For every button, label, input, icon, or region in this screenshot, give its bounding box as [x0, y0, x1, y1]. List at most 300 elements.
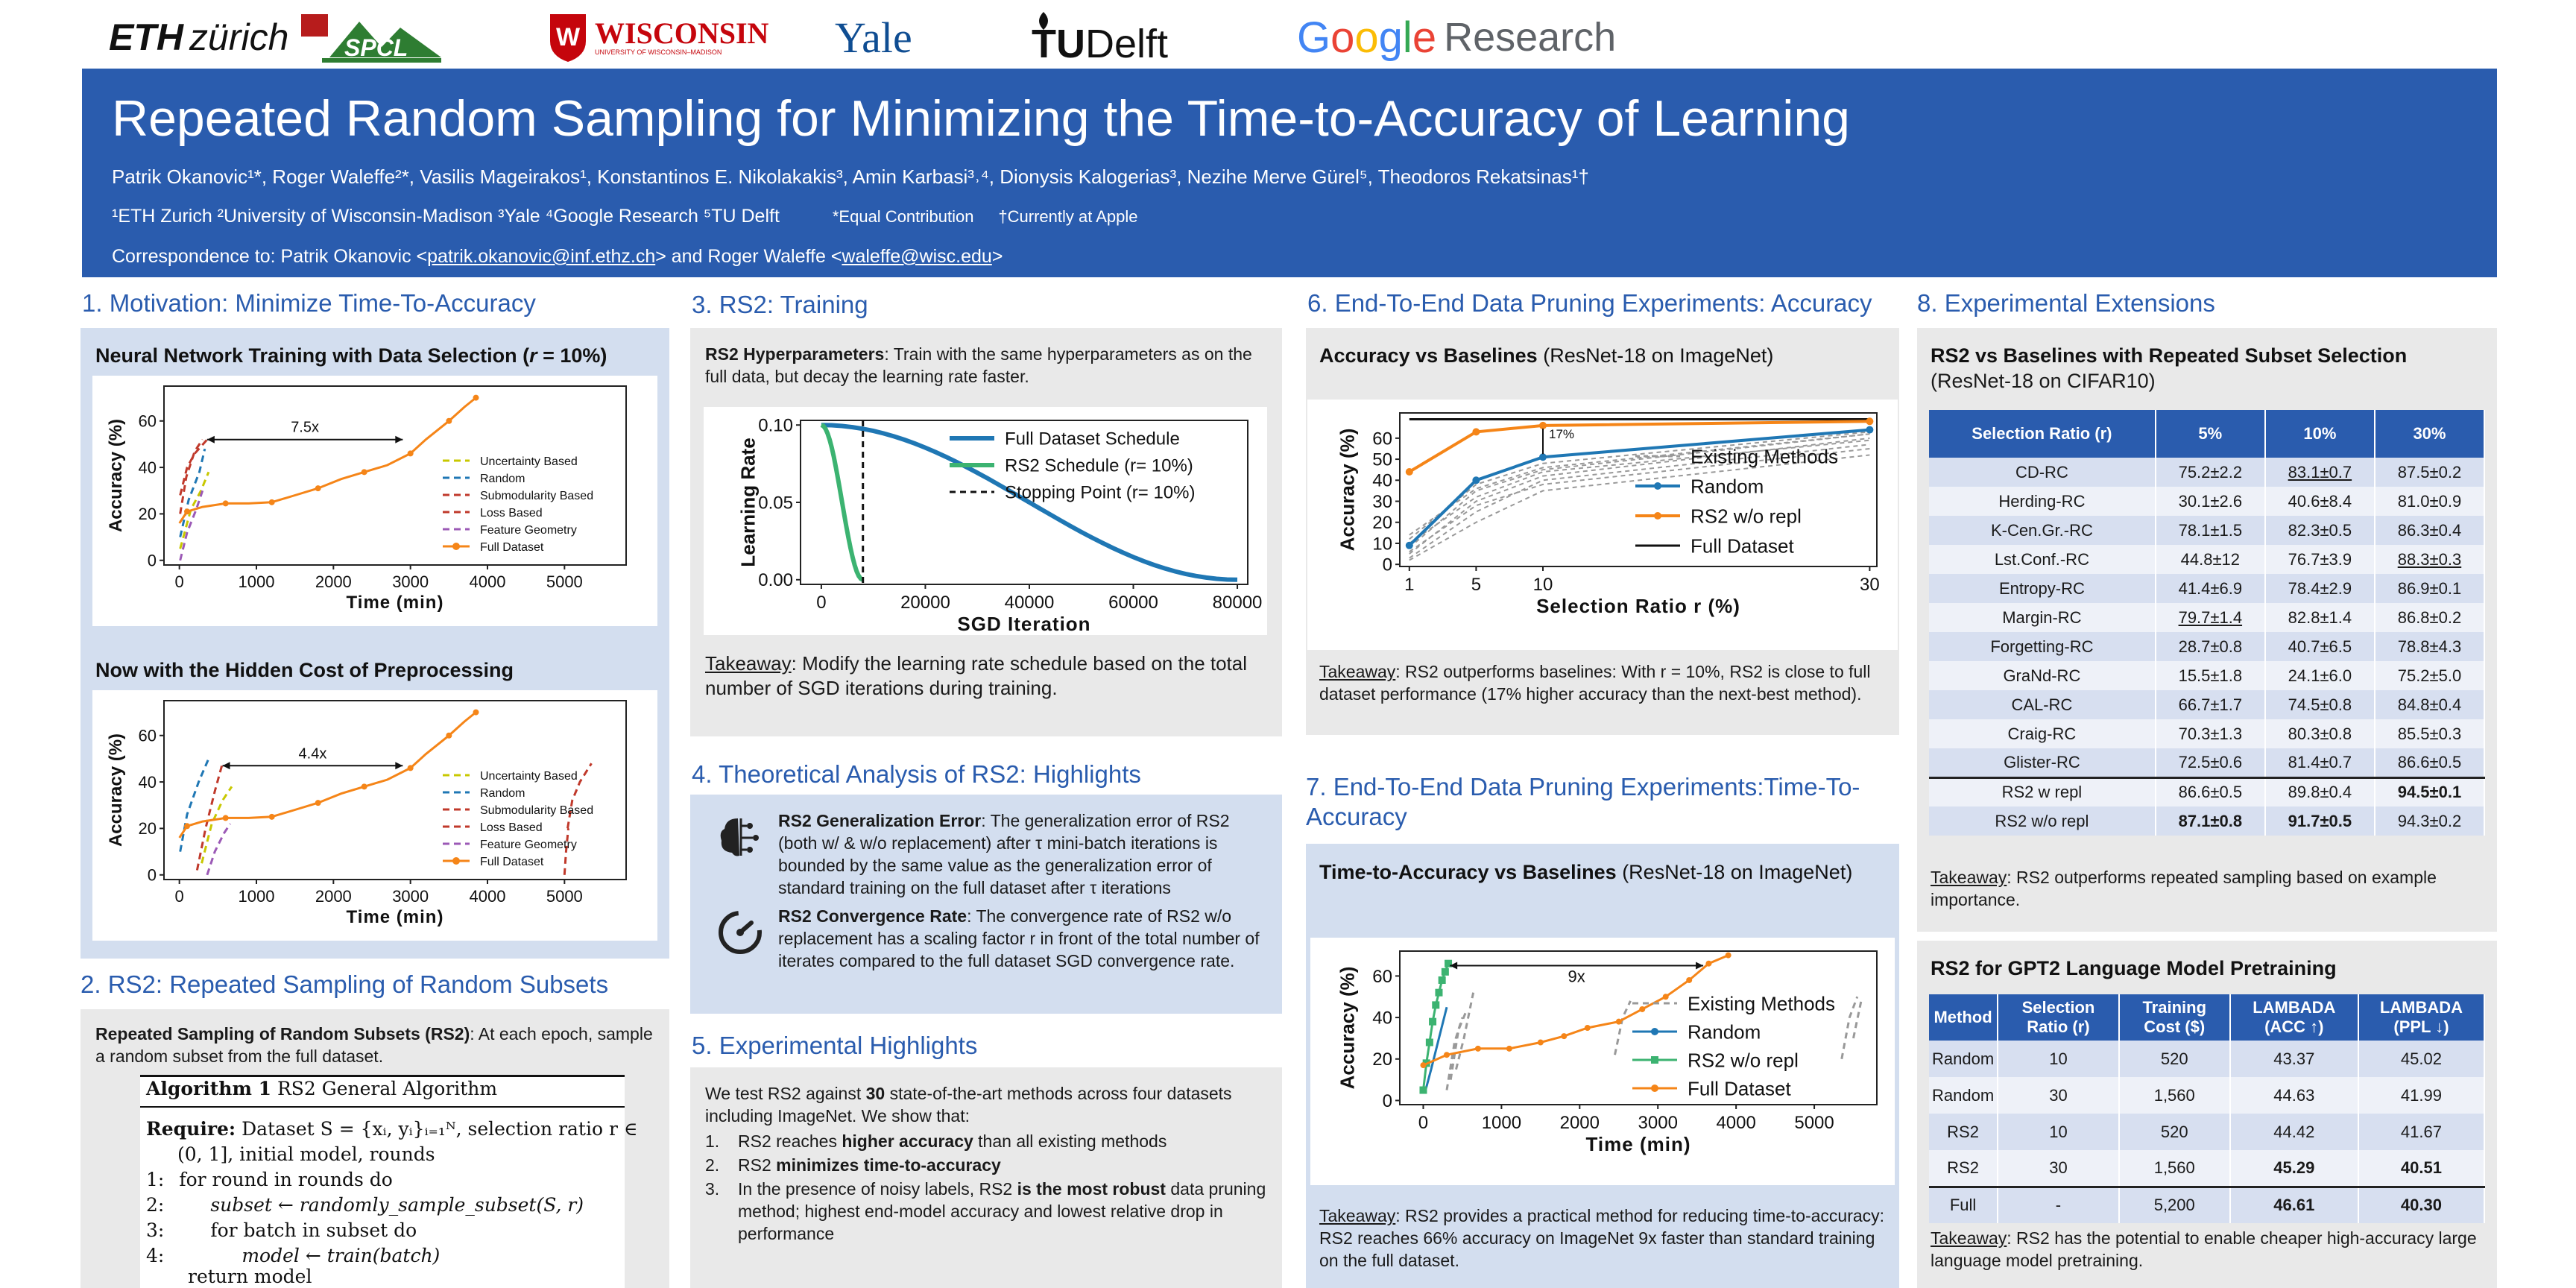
- email-link-waleffe[interactable]: waleffe@wisc.edu: [842, 246, 992, 267]
- y-tick-label: 0: [147, 551, 157, 570]
- table-cell: 44.42: [2230, 1114, 2358, 1150]
- table-row: [1929, 1041, 2484, 1077]
- section-8-title: 8. Experimental Extensions: [1917, 289, 2215, 317]
- table1-title: RS2 vs Baselines with Repeated Subset Selection: [1931, 344, 2408, 367]
- table-cell: Forgetting-RC: [1929, 632, 2156, 661]
- logo-bar: [82, 0, 2497, 69]
- legend-label: Random: [480, 786, 525, 800]
- table-cell: 10: [1998, 1114, 2119, 1150]
- plot-frame: [1400, 951, 1877, 1105]
- x-tick-label: 5000: [546, 572, 583, 591]
- chart-tta-data-selection: [92, 376, 657, 626]
- table-cell: 81.4±0.7: [2265, 748, 2375, 777]
- legend-marker: [1651, 1028, 1658, 1035]
- google-letter: e: [1412, 13, 1437, 62]
- table-cell: Entropy-RC: [1929, 574, 2156, 603]
- table-cell: GraNd-RC: [1929, 661, 2156, 690]
- legend-label: Full Dataset Schedule: [1005, 429, 1180, 449]
- chart-tta-imagenet: [1310, 938, 1895, 1185]
- table-cell: 75.2±5.0: [2375, 661, 2484, 690]
- chart5-svg: [1310, 938, 1895, 1185]
- wisconsin-crest-icon: [547, 11, 589, 63]
- legend-marker: [1654, 482, 1661, 490]
- full-dataset-point: [1561, 1033, 1567, 1039]
- tudelft-tu-text: TU: [1032, 22, 1085, 66]
- x-tick-label: 30: [1860, 575, 1880, 595]
- table-cell: Herding-RC: [1929, 487, 2156, 516]
- full-dataset-point: [1705, 961, 1711, 967]
- full-dataset-point: [446, 733, 452, 739]
- table-cell: 83.1±0.7: [2265, 458, 2375, 487]
- baseline-curve: [207, 824, 230, 875]
- x-axis-label: Time (min): [346, 907, 444, 927]
- table-cell: Margin-RC: [1929, 603, 2156, 632]
- section-1-title: 1. Motivation: Minimize Time-To-Accuracy: [82, 289, 536, 317]
- x-tick-label: 1000: [238, 572, 275, 591]
- annotation-label: 7.5x: [291, 419, 320, 436]
- y-tick-label: 60: [1372, 966, 1392, 987]
- rs2-point: [1439, 976, 1446, 984]
- table-cell: 1,560: [2119, 1077, 2230, 1114]
- section-5-title: 5. Experimental Highlights: [692, 1032, 978, 1059]
- table-cell: 44.63: [2230, 1077, 2358, 1114]
- full-dataset-point: [315, 800, 321, 806]
- table-row: [1929, 603, 2484, 632]
- legend-label: Submodularity Based: [480, 804, 594, 817]
- table-cell: 87.5±0.2: [2375, 458, 2484, 487]
- chart-accuracy-vs-ratio: [1307, 400, 1898, 650]
- table-cell: 86.3±0.4: [2375, 516, 2484, 545]
- highlights-panel: [690, 1067, 1282, 1288]
- table-cell: 86.6±0.5: [2156, 777, 2265, 806]
- section-3-title: 3. RS2: Training: [692, 291, 868, 318]
- highlight-item-2: 2. RS2 minimizes time-to-accuracy: [705, 1155, 1001, 1175]
- legend-label: Full Dataset: [1688, 1077, 1791, 1100]
- table-cell: 520: [2119, 1041, 2230, 1077]
- table-cell: 46.61: [2230, 1187, 2358, 1223]
- full-dataset-point: [362, 783, 367, 789]
- table1-takeaway: Takeaway: RS2 outperforms repeated sampling based on example importance.: [1931, 868, 2437, 909]
- legend-label: RS2 Schedule (r= 10%): [1005, 455, 1193, 476]
- full-dataset-point: [1538, 1039, 1544, 1045]
- table-row: [1929, 516, 2484, 545]
- table-row: [1929, 777, 2484, 806]
- legend-label: Feature Geometry: [480, 523, 577, 537]
- legend-label: Random: [1688, 1020, 1761, 1044]
- column-header: Selection Ratio (r): [1998, 994, 2119, 1041]
- x-tick-label: 2000: [1559, 1113, 1600, 1133]
- x-tick-label: 1000: [238, 887, 275, 906]
- table2-takeaway: Takeaway: RS2 has the potential to enable cheaper high-accuracy large language model pretraining.: [1931, 1228, 2477, 1270]
- legend-label: RS2 w/o repl: [1690, 505, 1802, 528]
- y-axis-label: Accuracy (%): [1336, 966, 1359, 1090]
- full-dataset-point: [473, 710, 479, 716]
- x-tick-label: 10: [1532, 575, 1553, 595]
- random-point: [1539, 453, 1547, 461]
- table-row: [1929, 1114, 2484, 1150]
- x-tick-label: 5000: [1794, 1113, 1834, 1133]
- table-cell: -: [1998, 1187, 2119, 1223]
- table-cell: 41.99: [2358, 1077, 2484, 1114]
- x-tick-label: 4000: [469, 887, 506, 906]
- table-cell: 70.3±1.3: [2156, 719, 2265, 748]
- x-tick-label: 2000: [315, 887, 352, 906]
- table-header-row: [1929, 410, 2484, 458]
- highlights-intro: We test RS2 against 30 state-of-the-art methods across four datasets including ImageNet. We show that:: [705, 1084, 1232, 1126]
- column-header: LAMBADA (PPL ↓): [2358, 994, 2484, 1041]
- eth-logo: [109, 10, 288, 64]
- y-tick-label: 40: [1372, 1008, 1392, 1029]
- rs2-panel: [80, 1009, 669, 1288]
- x-axis-label: Time (min): [1585, 1133, 1691, 1155]
- table-row: [1929, 661, 2484, 690]
- column-header: Selection Ratio (r): [1929, 410, 2156, 458]
- table-cell: 30: [1998, 1150, 2119, 1187]
- legend-marker: [452, 857, 460, 865]
- table-cell: 94.5±0.1: [2375, 777, 2484, 806]
- google-logo-text: [1297, 13, 1436, 63]
- svg-text:W: W: [555, 23, 581, 51]
- convergence-gauge-icon: [716, 908, 765, 957]
- table-cell: 66.7±1.7: [2156, 690, 2265, 719]
- existing-method-curve: [1456, 993, 1474, 1070]
- x-tick-label: 0: [816, 593, 827, 613]
- rs2-point: [1432, 1001, 1439, 1008]
- table-row: [1929, 487, 2484, 516]
- yale-logo: [835, 10, 912, 64]
- table-cell: 75.2±2.2: [2156, 458, 2265, 487]
- legend-label: Full Dataset: [480, 855, 544, 868]
- rs2-point: [1406, 468, 1413, 476]
- table-cell: 45.02: [2358, 1041, 2484, 1077]
- y-tick-label: 40: [138, 458, 157, 477]
- y-tick-label: 50: [1372, 449, 1392, 470]
- table-cell: 91.7±0.5: [2265, 806, 2375, 836]
- column-header: Method: [1929, 994, 1998, 1041]
- table-cell: 76.7±3.9: [2265, 545, 2375, 574]
- chart3-svg: [704, 407, 1267, 635]
- extensions-panel-1: [1917, 328, 2497, 932]
- section-6-title: 6. End-To-End Data Pruning Experiments: Accuracy: [1307, 289, 1872, 317]
- y-tick-label: 40: [1372, 470, 1392, 491]
- table-cell: RS2 w repl: [1929, 777, 2156, 806]
- table-row: [1929, 1077, 2484, 1114]
- table-cell: 82.8±1.4: [2265, 603, 2375, 632]
- table-row: [1929, 458, 2484, 487]
- full-dataset-point: [1616, 1019, 1622, 1025]
- table-cell: 78.8±4.3: [2375, 632, 2484, 661]
- legend-label: Full Dataset: [480, 540, 544, 554]
- highlight-item-1: 1. RS2 reaches higher accuracy than all existing methods: [705, 1131, 1167, 1151]
- full-dataset-point: [223, 815, 229, 821]
- eth-zurich-text: zürich: [189, 16, 289, 58]
- table-cell: RS2: [1929, 1114, 1998, 1150]
- google-letter: o: [1354, 13, 1379, 62]
- equal-contribution-note: *Equal Contribution: [832, 207, 974, 226]
- wisconsin-logo-subtext: UNIVERSITY OF WISCONSIN–MADISON: [595, 48, 722, 56]
- accuracy-panel-title: Accuracy vs Baselines (ResNet-18 on ImageNet): [1319, 344, 1774, 367]
- full-dataset-point: [473, 395, 479, 401]
- accuracy-takeaway: Takeaway: RS2 outperforms baselines: With r = 10%, RS2 is close to full dataset performance (17% higher accuracy than the next-best method).: [1319, 662, 1871, 704]
- random-point: [1866, 426, 1873, 434]
- full-dataset-point: [362, 469, 367, 475]
- full-dataset-point: [1444, 1052, 1450, 1058]
- table-cell: 30.1±2.6: [2156, 487, 2265, 516]
- legend-label: Full Dataset: [1690, 534, 1794, 558]
- x-tick-label: 60000: [1108, 593, 1158, 613]
- corr-prefix: Correspondence to: Patrik Okanovic <: [112, 246, 428, 267]
- chart1-svg: [92, 376, 657, 626]
- time-to-accuracy-panel: [1306, 844, 1899, 1288]
- table-cell: 74.5±0.8: [2265, 690, 2375, 719]
- x-tick-label: 20000: [900, 593, 950, 613]
- y-tick-label: 60: [138, 411, 157, 431]
- wisconsin-logo-text: WISCONSIN: [595, 16, 769, 50]
- x-tick-label: 2000: [315, 572, 352, 591]
- convergence-rate-text: RS2 Convergence Rate: The convergence rate of RS2 w/o replacement has a scaling factor r in front of the total number of iterates compared to the full dataset SGD convergence rate.: [778, 906, 1260, 970]
- plot-frame: [164, 701, 626, 880]
- table-cell: 84.8±0.4: [2375, 690, 2484, 719]
- author-list: Patrik Okanovic¹*, Roger Waleffe²*, Vasilis Mageirakos¹, Konstantinos E. Nikolakakis³, Amin Karbasi³˒⁴, Dionysis Kalogerias³, Nezihe Merve Gürel⁵, Theodoros Rekatsinas¹†: [112, 165, 1589, 188]
- table-cell: 86.6±0.5: [2375, 748, 2484, 777]
- y-tick-label: 10: [1372, 534, 1392, 555]
- table-row: [1929, 1187, 2484, 1223]
- table-cell: 30: [1998, 1077, 2119, 1114]
- full-dataset-point: [1420, 1062, 1426, 1068]
- x-tick-label: 1: [1404, 575, 1415, 595]
- full-dataset-point: [446, 418, 452, 424]
- accuracy-panel: [1306, 328, 1899, 735]
- table-cell: 81.0±0.9: [2375, 487, 2484, 516]
- table2-title: RS2 for GPT2 Language Model Pretraining: [1931, 957, 2337, 979]
- baseline-curve: [564, 828, 568, 874]
- full-dataset-point: [408, 450, 414, 456]
- table-cell: 86.8±0.2: [2375, 603, 2484, 632]
- baseline-curve: [180, 759, 209, 852]
- x-tick-label: 3000: [1638, 1113, 1678, 1133]
- x-tick-label: 4000: [1716, 1113, 1756, 1133]
- baseline-curve: [197, 763, 222, 870]
- poster-title: Repeated Random Sampling for Minimizing the Time-to-Accuracy of Learning: [112, 90, 1850, 147]
- rs2-point: [1539, 422, 1547, 429]
- random-point: [1472, 476, 1480, 484]
- eth-logo-text: ETH: [109, 16, 183, 58]
- y-axis-label: Learning Rate: [736, 438, 760, 567]
- table-cell: 78.4±2.9: [2265, 574, 2375, 603]
- y-tick-label: 30: [1372, 491, 1392, 512]
- legend-label: Random: [1690, 475, 1764, 498]
- table-row: [1929, 806, 2484, 836]
- brain-icon: [716, 812, 765, 862]
- legend-label: Uncertainty Based: [480, 455, 578, 468]
- table-cell: 45.29: [2230, 1150, 2358, 1187]
- spcl-logo: [300, 10, 449, 64]
- y-axis-label: Accuracy (%): [106, 733, 127, 847]
- corr-mid: > and Roger Waleffe <: [655, 246, 842, 267]
- x-axis-label: SGD Iteration: [957, 613, 1091, 635]
- column-header: 5%: [2156, 410, 2265, 458]
- x-tick-label: 40000: [1004, 593, 1055, 613]
- annotation-label: 9x: [1568, 967, 1585, 986]
- table-row: [1929, 1150, 2484, 1187]
- panel-title-data-selection: Neural Network Training with Data Selection (r = 10%): [95, 344, 607, 367]
- full-dataset-point: [315, 485, 321, 491]
- legend-marker: [1654, 512, 1661, 520]
- full-dataset-point: [269, 499, 275, 505]
- panel-title-preprocessing: Now with the Hidden Cost of Preprocessing: [95, 659, 514, 681]
- x-tick-label: 5: [1471, 575, 1482, 595]
- annotation-label: 4.4x: [298, 745, 327, 763]
- table-cell: 15.5±1.8: [2156, 661, 2265, 690]
- legend-label: Stopping Point (r= 10%): [1005, 482, 1196, 503]
- table-cell: 94.3±0.2: [2375, 806, 2484, 836]
- rs2-point: [1866, 417, 1873, 425]
- table-row: [1929, 632, 2484, 661]
- algorithm-box: Algorithm 1 RS2 General Algorithm Require: Dataset S = {xᵢ, yᵢ}ᵢ₌₁ᴺ, selection ratio r ∈ (0, 1], initial model, rounds 1: for round in rounds do 2: subset ← randomly_sample_subset(S, r) 3: for batch in subset do 4: model ← train(batch) return model: [140, 1075, 625, 1288]
- correspondence: [112, 246, 1003, 268]
- y-tick-label: 0: [147, 865, 157, 885]
- legend-label: Submodularity Based: [480, 489, 594, 502]
- x-tick-label: 3000: [392, 887, 429, 906]
- chart-learning-rate: [704, 407, 1267, 635]
- full-dataset-point: [1475, 1046, 1481, 1052]
- table-row: [1929, 748, 2484, 777]
- table-cell: Craig-RC: [1929, 719, 2156, 748]
- apple-note: †Currently at Apple: [998, 207, 1138, 226]
- table-row: [1929, 545, 2484, 574]
- legend-label: Random: [480, 472, 525, 485]
- table-cell: 88.3±0.3: [2375, 545, 2484, 574]
- affiliations: [112, 206, 1138, 227]
- plot-frame: [164, 386, 626, 565]
- hyperparameters-text: RS2 Hyperparameters: Train with the same hyperparameters as on the full data, but decay the learning rate faster.: [705, 344, 1252, 386]
- y-tick-label: 20: [138, 819, 157, 839]
- legend-marker: [1651, 1085, 1658, 1092]
- wisconsin-logo: [547, 10, 768, 64]
- y-axis-label: Accuracy (%): [1336, 428, 1359, 552]
- table-cell: 1,560: [2119, 1150, 2230, 1187]
- y-tick-label: 0.10: [758, 415, 793, 436]
- motivation-panel: [80, 328, 669, 959]
- y-tick-label: 60: [1372, 429, 1392, 449]
- table-cell: Glister-RC: [1929, 748, 2156, 777]
- table-cell: 86.9±0.1: [2375, 574, 2484, 603]
- table-cell: CAL-RC: [1929, 690, 2156, 719]
- random-point: [1406, 542, 1413, 549]
- table-cell: K-Cen.Gr.-RC: [1929, 516, 2156, 545]
- table-cell: 40.6±8.4: [2265, 487, 2375, 516]
- training-takeaway: Takeaway: Modify the learning rate schedule based on the total number of SGD iterations during training.: [705, 652, 1248, 699]
- table-cell: Random: [1929, 1077, 1998, 1114]
- legend-label: Uncertainty Based: [480, 769, 578, 783]
- google-research-text: Research: [1444, 15, 1617, 60]
- column-header: LAMBADA (ACC ↑): [2230, 994, 2358, 1041]
- y-tick-label: 20: [138, 505, 157, 524]
- x-tick-label: 0: [174, 887, 184, 906]
- table-row: [1929, 690, 2484, 719]
- theory-panel: [690, 795, 1282, 1014]
- table-cell: 40.30: [2358, 1187, 2484, 1223]
- rs2-training-panel: [690, 328, 1282, 736]
- y-tick-label: 0: [1382, 555, 1392, 575]
- table-cell: 72.5±0.6: [2156, 748, 2265, 777]
- table-cell: 41.4±6.9: [2156, 574, 2265, 603]
- legend-label: Loss Based: [480, 506, 543, 520]
- legend-marker: [1651, 1056, 1658, 1064]
- full-dataset-point: [223, 500, 229, 506]
- table-row: [1929, 719, 2484, 748]
- legend-marker: [452, 543, 460, 550]
- table-cell: 89.8±0.4: [2265, 777, 2375, 806]
- table-cell: 78.1±1.5: [2156, 516, 2265, 545]
- full-dataset-point: [1639, 1006, 1645, 1012]
- section-7-title: 7. End-To-End Data Pruning Experiments:Time-To-Accuracy: [1306, 773, 1860, 830]
- table-gpt2: [1929, 994, 2485, 1223]
- rs2-point: [1435, 989, 1442, 997]
- full-dataset-point: [1663, 994, 1669, 1000]
- yale-logo-text: Yale: [835, 13, 912, 62]
- y-tick-label: 40: [138, 772, 157, 792]
- x-tick-label: 0: [1418, 1113, 1429, 1133]
- legend-label: Feature Geometry: [480, 838, 577, 851]
- column-header: Training Cost ($): [2119, 994, 2230, 1041]
- legend-label: Existing Methods: [1690, 445, 1838, 468]
- table-cell: 85.5±0.3: [2375, 719, 2484, 748]
- table-cell: 41.67: [2358, 1114, 2484, 1150]
- chart4-svg: [1307, 400, 1898, 650]
- table-cell: Full: [1929, 1187, 1998, 1223]
- full-dataset-point: [1686, 977, 1692, 983]
- tudelft-delft-text: Delft: [1085, 22, 1169, 66]
- rs2-point: [1429, 1018, 1436, 1026]
- y-tick-label: 20: [1372, 513, 1392, 534]
- spcl-logo-text: SPCL: [344, 34, 408, 61]
- table-cell: 82.3±0.5: [2265, 516, 2375, 545]
- column-header: 30%: [2375, 410, 2484, 458]
- table-cell: 87.1±0.8: [2156, 806, 2265, 836]
- x-tick-label: 1000: [1481, 1113, 1522, 1133]
- x-tick-label: 3000: [392, 572, 429, 591]
- full-dataset-point: [184, 508, 190, 514]
- email-link-okanovic[interactable]: patrik.okanovic@inf.ethz.ch: [427, 246, 656, 267]
- legend-label: RS2 w/o repl: [1688, 1049, 1799, 1072]
- google-letter: o: [1330, 13, 1355, 62]
- table-cell: 24.1±6.0: [2265, 661, 2375, 690]
- table-cell: 44.8±12: [2156, 545, 2265, 574]
- generalization-error-text: RS2 Generalization Error: The generalization error of RS2 (both w/ & w/o replacement) after τ mini-batch iterations is bounded by the same value as the generalization error of standard training on the full dataset after τ iterations: [778, 811, 1230, 897]
- table-cell: 79.7±1.4: [2156, 603, 2265, 632]
- y-tick-label: 0: [1382, 1090, 1392, 1111]
- google-letter: g: [1378, 13, 1403, 62]
- corr-suffix: >: [991, 246, 1003, 267]
- table-cell: 40.7±6.5: [2265, 632, 2375, 661]
- chart-tta-preprocessing: [92, 690, 657, 941]
- rs2-point: [1442, 968, 1449, 976]
- tudelft-logo: [1029, 10, 1168, 64]
- tta-panel-title: Time-to-Accuracy vs Baselines (ResNet-18 on ImageNet): [1319, 861, 1853, 883]
- rs2-point: [1472, 428, 1480, 435]
- section-2-title: 2. RS2: Repeated Sampling of Random Subsets: [80, 970, 609, 998]
- poster-header: [82, 69, 2497, 277]
- table-cell: 28.7±0.8: [2156, 632, 2265, 661]
- google-letter: l: [1402, 13, 1412, 62]
- full-dataset-point: [1506, 1046, 1512, 1052]
- y-axis-label: Accuracy (%): [106, 418, 127, 533]
- tta-takeaway: Takeaway: RS2 provides a practical method for reducing time-to-accuracy: RS2 reaches 66% accuracy on ImageNet 9x faster than standard training on the full dataset.: [1319, 1206, 1885, 1270]
- affiliation-list: ¹ETH Zurich ²University of Wisconsin-Madison ³Yale ⁴Google Research ⁵TU Delft: [112, 206, 780, 227]
- rs2-point: [1426, 1038, 1433, 1046]
- table-cell: 520: [2119, 1114, 2230, 1150]
